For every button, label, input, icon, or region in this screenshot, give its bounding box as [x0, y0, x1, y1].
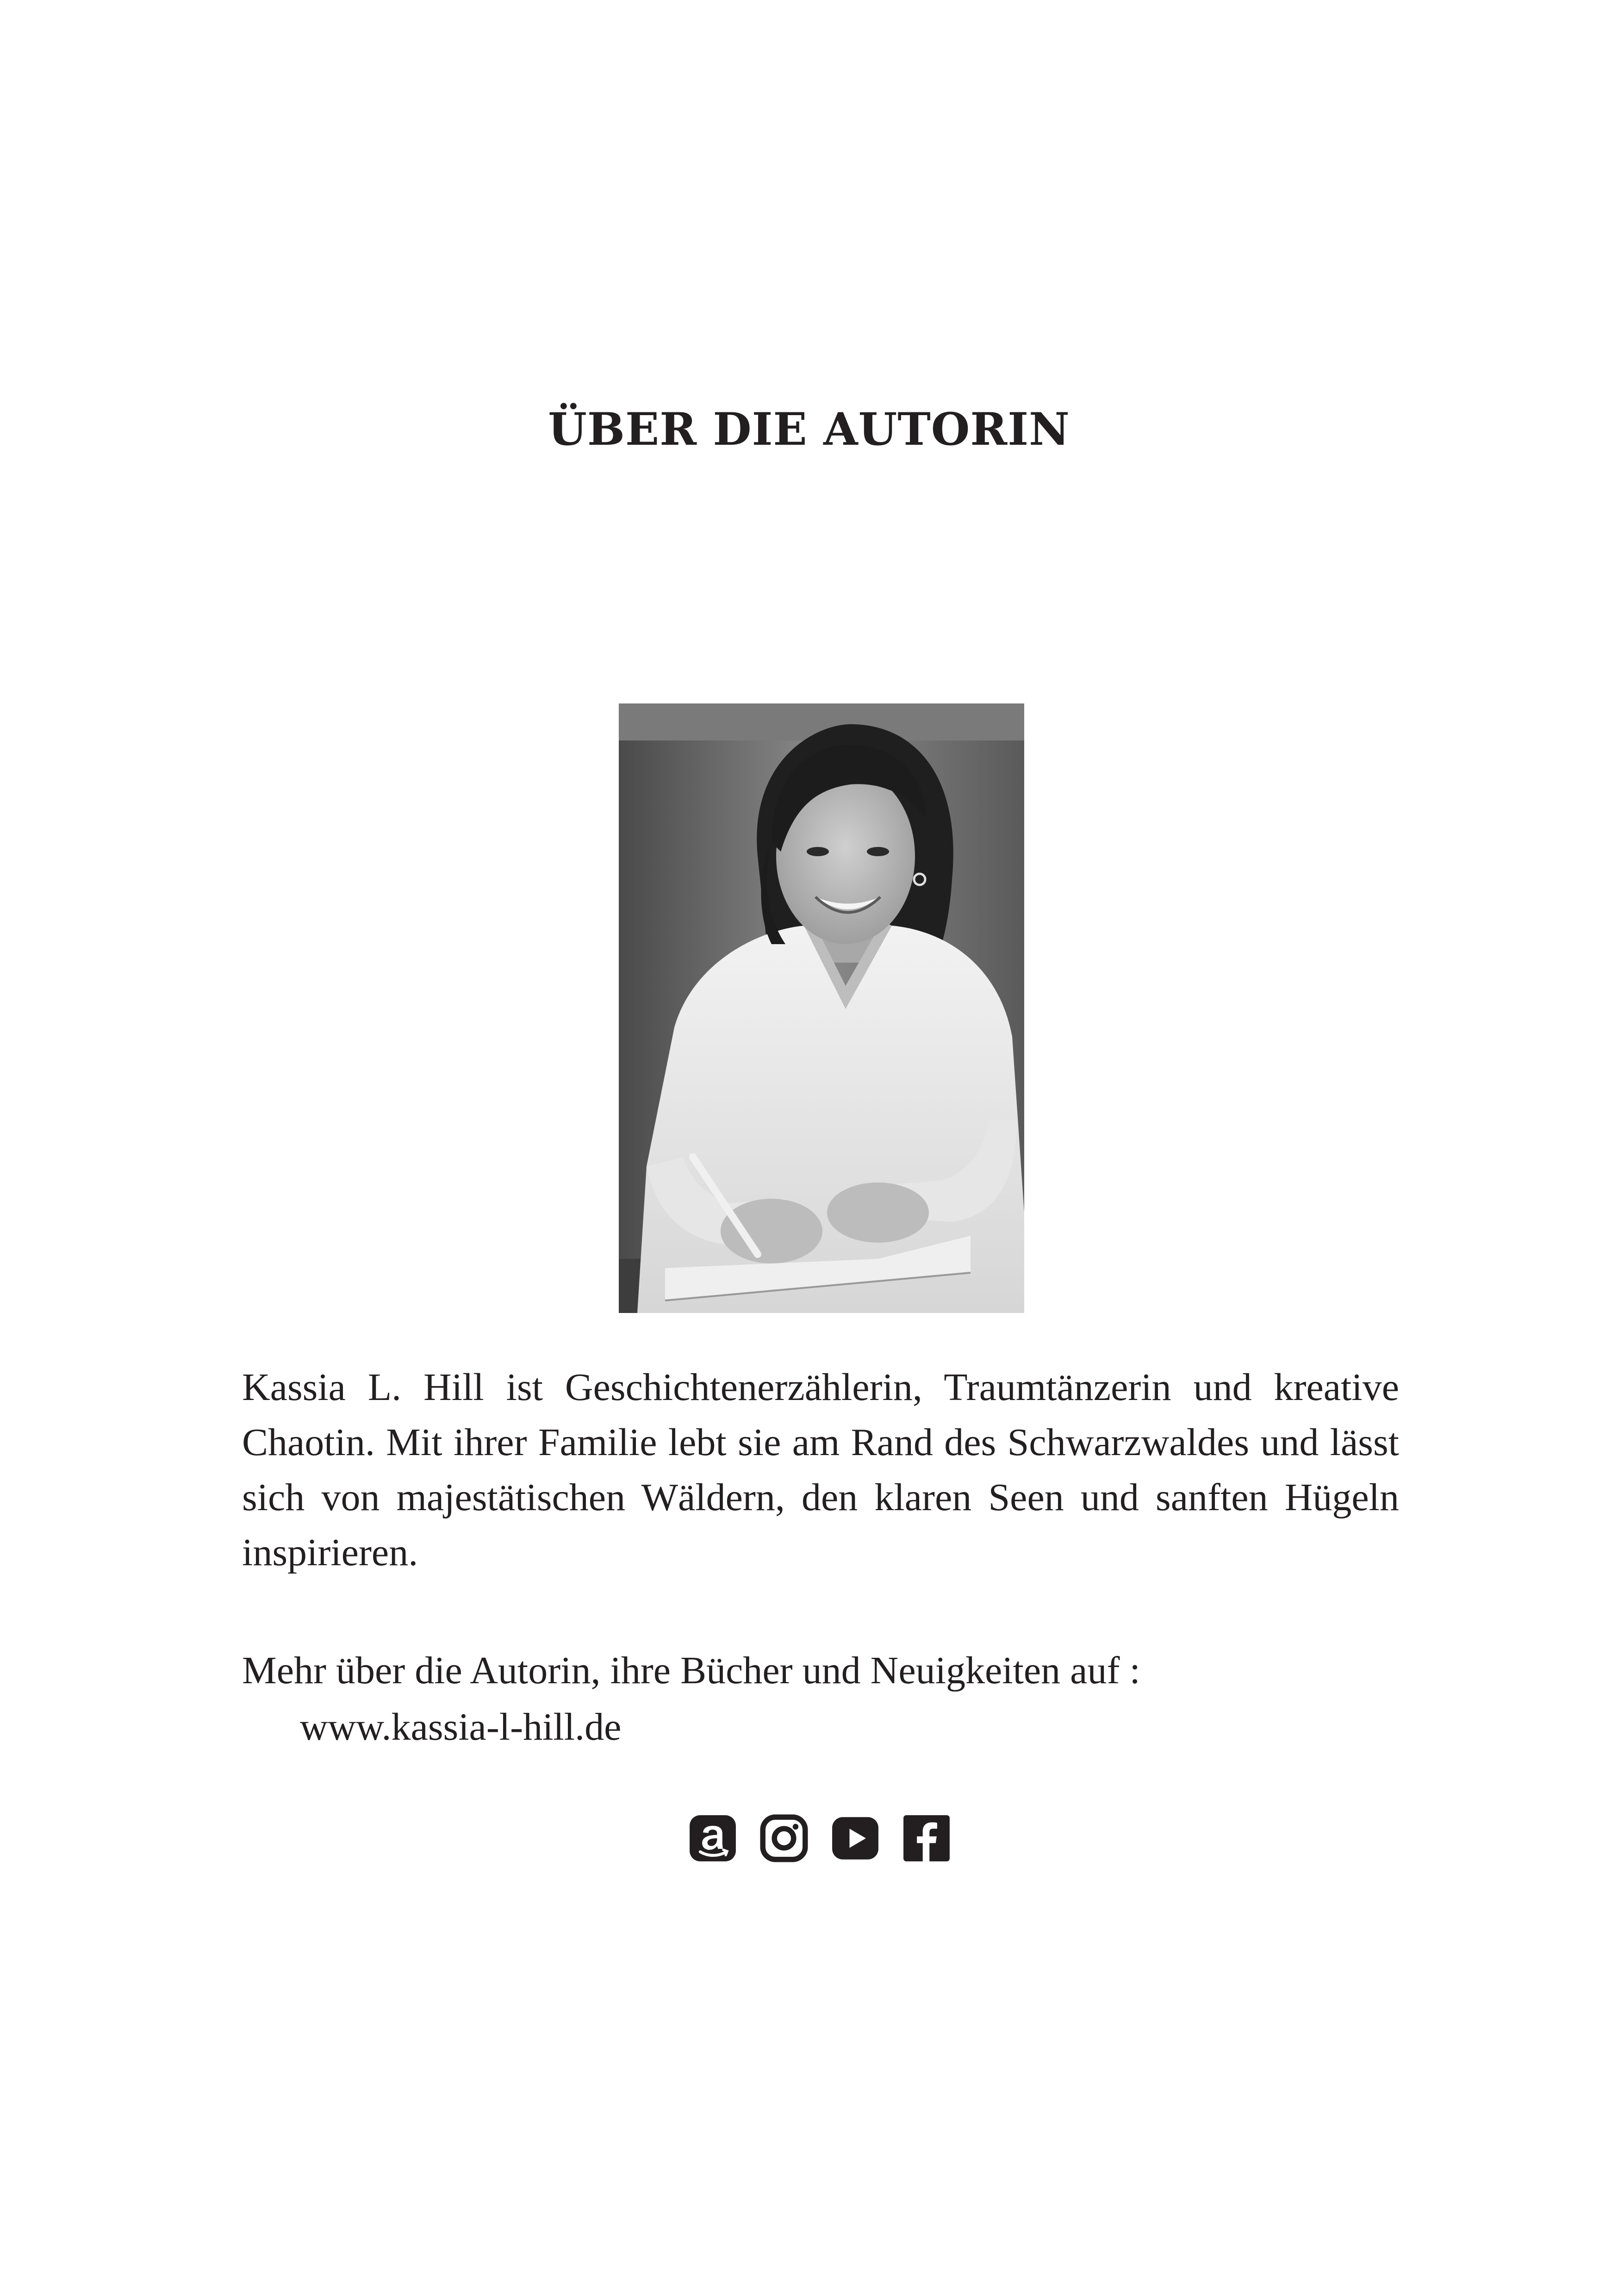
- author-bio: Kassia L. Hill ist Geschichtenerzählerin, Traumtänzerin und kreative Chaotin. Mit ihrer Familie lebt sie am Rand des Schwarzwaldes und lässt sich von majestätischen Wäldern, den klaren Seen und sanften Hügeln inspirieren.: [242, 1366, 1399, 1574]
- author-photo: [619, 703, 1024, 1313]
- website-link[interactable]: www.kassia-l-hill.de: [300, 1705, 622, 1748]
- social-icons: [689, 1814, 951, 1865]
- author-photo-illustration: [619, 703, 1024, 1313]
- instagram-icon[interactable]: [760, 1814, 808, 1862]
- more-info-text: Mehr über die Autorin, ihre Bücher und Neuigkeiten auf :: [242, 1649, 1140, 1692]
- page-title: ÜBER DIE AUTORIN: [548, 403, 1070, 455]
- amazon-icon[interactable]: [689, 1814, 737, 1862]
- facebook-icon[interactable]: [902, 1814, 951, 1862]
- youtube-icon[interactable]: [831, 1814, 879, 1862]
